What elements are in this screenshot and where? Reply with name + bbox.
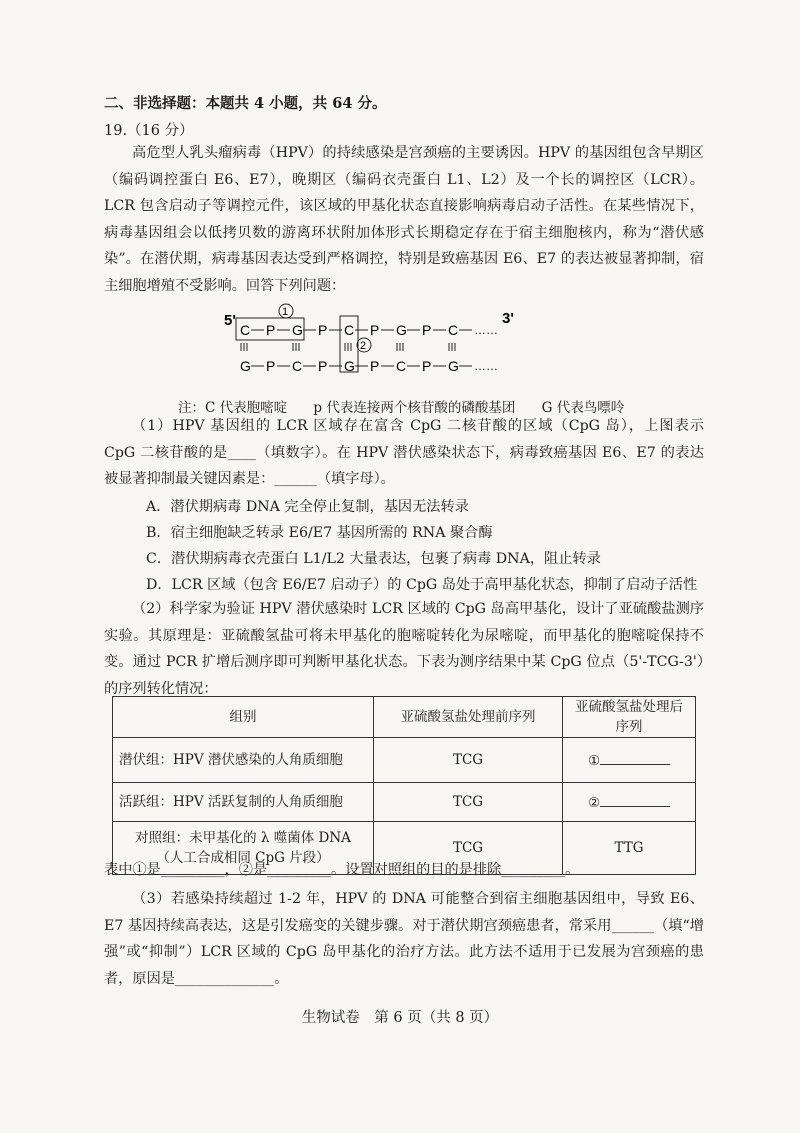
control-line-1: 对照组：未甲基化的 λ 噬菌体 DNA [135, 830, 351, 846]
option-b: B．宿主细胞缺乏转录 E6/E7 基因所需的 RNA 聚合酶 [146, 525, 493, 541]
header-group: 组别 [113, 697, 374, 738]
marker-2: 2 [360, 340, 367, 352]
page-footer: 生物试卷 第 6 页（共 8 页） [301, 1010, 499, 1026]
row-latent-after: ① [587, 752, 601, 769]
option-c: C．潜伏期病毒衣壳蛋白 L1/L2 大量表达，包裹了病毒 DNA，阻止转录 [146, 551, 601, 567]
part-3-text: （3）若感染持续超过 1-2 年，HPV 的 DNA 可能整合到宿主细胞基因组中，导致 E6、E7 基因持续高表达，这是引发癌变的关键步骤。对于潜伏期宫颈癌患者，常采用______（填“增强”或“抑制”）LCR 区域的 CpG 岛甲基化的治疗方法。此方法不适用于已发展为宫颈癌的患者，原因是______________。 [104, 891, 704, 987]
table-row [113, 783, 696, 822]
row-latent-group: 潜伏组：HPV 潜伏感染的人角质细胞 [113, 738, 374, 783]
table-row [113, 738, 696, 783]
answer-blank[interactable] [600, 792, 670, 807]
bottom-base-g-8: G [448, 358, 459, 374]
top-base-c-8: C [448, 322, 459, 338]
top-base-g-2: G [292, 322, 303, 338]
header-before: 亚硫酸氢盐处理前序列 [374, 697, 563, 738]
header-after: 亚硫酸氢盐处理后序列 [563, 697, 696, 738]
bottom-base-c-2: C [292, 358, 303, 374]
part-2-text: （2）科学家为验证 HPV 潜伏感染时 LCR 区域的 CpG 岛高甲基化，设计了亚硫酸盐测序实验。其原理是：亚硫酸氢盐可将未甲基化的胞嘧啶转化为尿嘧啶，而甲基化的胞嘧啶保持不变。通过 PCR 扩增后测序即可判断甲基化状态。下表为测序结果中某 CpG 位点（5'-TCG-3'）的序列转化情况： [104, 601, 704, 697]
bottom-base-p-5: P [370, 358, 380, 374]
row-active-after: ② [587, 794, 601, 811]
top-base-p-3: P [318, 322, 328, 338]
bottom-base-p-7: P [422, 358, 432, 374]
row-active-group: 活跃组：HPV 活跃复制的人角质细胞 [113, 783, 374, 822]
after-table-text: 表中①是_________，②是_________。设置对照组的目的是排除_________。 [104, 862, 580, 878]
marker-1: 1 [282, 306, 289, 318]
note-c: 注：C 代表胞嘧啶 [178, 400, 288, 416]
bottom-base-p-1: P [266, 358, 276, 374]
bottom-base-g-4: G [344, 358, 355, 374]
top-strand [240, 322, 472, 338]
bottom-base-c-6: C [396, 358, 407, 374]
control-line-2: （人工合成相同 CpG 片段） [156, 850, 330, 866]
top-base-p-1: P [266, 322, 276, 338]
option-a: A．潜伏期病毒 DNA 完全停止复制，基因无法转录 [146, 499, 469, 515]
table-header-row [113, 697, 696, 738]
question-number: 19.（16 分） [104, 123, 194, 139]
top-base-c-0: C [240, 322, 251, 338]
bottom-base-g-0: G [240, 358, 251, 374]
option-d: D．LCR 区域（包含 E6/E7 启动子）的 CpG 岛处于高甲基化状态，抑制了启动子活性 [146, 577, 698, 593]
row-latent-before: TCG [374, 738, 563, 783]
three-prime-label: 3' [502, 310, 514, 327]
bottom-base-p-3: P [318, 358, 328, 374]
top-base-p-5: P [370, 322, 380, 338]
note-p: p 代表连接两个核苷酸的磷酸基团 [313, 400, 516, 416]
top-base-g-6: G [396, 322, 407, 338]
row-active-after-cell [563, 783, 696, 822]
note-g: G 代表鸟嘌呤 [541, 400, 625, 416]
row-latent-after-cell [563, 738, 696, 783]
cpg-diagram [218, 303, 538, 383]
row-control-before: TCG [374, 822, 563, 875]
top-base-c-4: C [344, 322, 355, 338]
answer-blank[interactable] [600, 750, 670, 765]
question-intro: 高危型人乳头瘤病毒（HPV）的持续感染是宫颈癌的主要诱因。HPV 的基因组包含早期区（编码调控蛋白 E6、E7），晚期区（编码衣壳蛋白 L1、L2）及一个长的调控区（LCR）。LCR 包含启动子等调控元件，该区域的甲基化状态直接影响病毒启动子活性。在某些情况下，病毒基因组会以低拷贝数的游离环状附加体形式长期稳定存在于宿主细胞核内，称为“潜伏感染”。在潜伏期，病毒基因表达受到严格调控，特别是致癌基因 E6、E7 的表达被显著抑制，宿主细胞增殖不受影响。回答下列问题： [104, 145, 704, 294]
five-prime-label: 5' [224, 312, 236, 329]
row-active-before: TCG [374, 783, 563, 822]
row-control-after: TTG [563, 822, 696, 875]
bisulfite-table [112, 696, 696, 875]
section-title: 二、非选择题：本题共 4 小题，共 64 分。 [104, 95, 387, 112]
part-1-text: （1）HPV 基因组的 LCR 区域存在富含 CpG 二核苷酸的区域（CpG 岛），上图表示 CpG 二核苷酸的是____（填数字）。在 HPV 潜伏感染状态下，病毒致癌基因 E6、E7 的表达被显著抑制最关键因素是：______（填字母）。 [104, 418, 704, 487]
top-base-p-7: P [422, 322, 432, 338]
bottom-dots: …… [474, 359, 498, 373]
hydrogen-bonds [241, 343, 455, 351]
top-dots: …… [474, 323, 498, 337]
